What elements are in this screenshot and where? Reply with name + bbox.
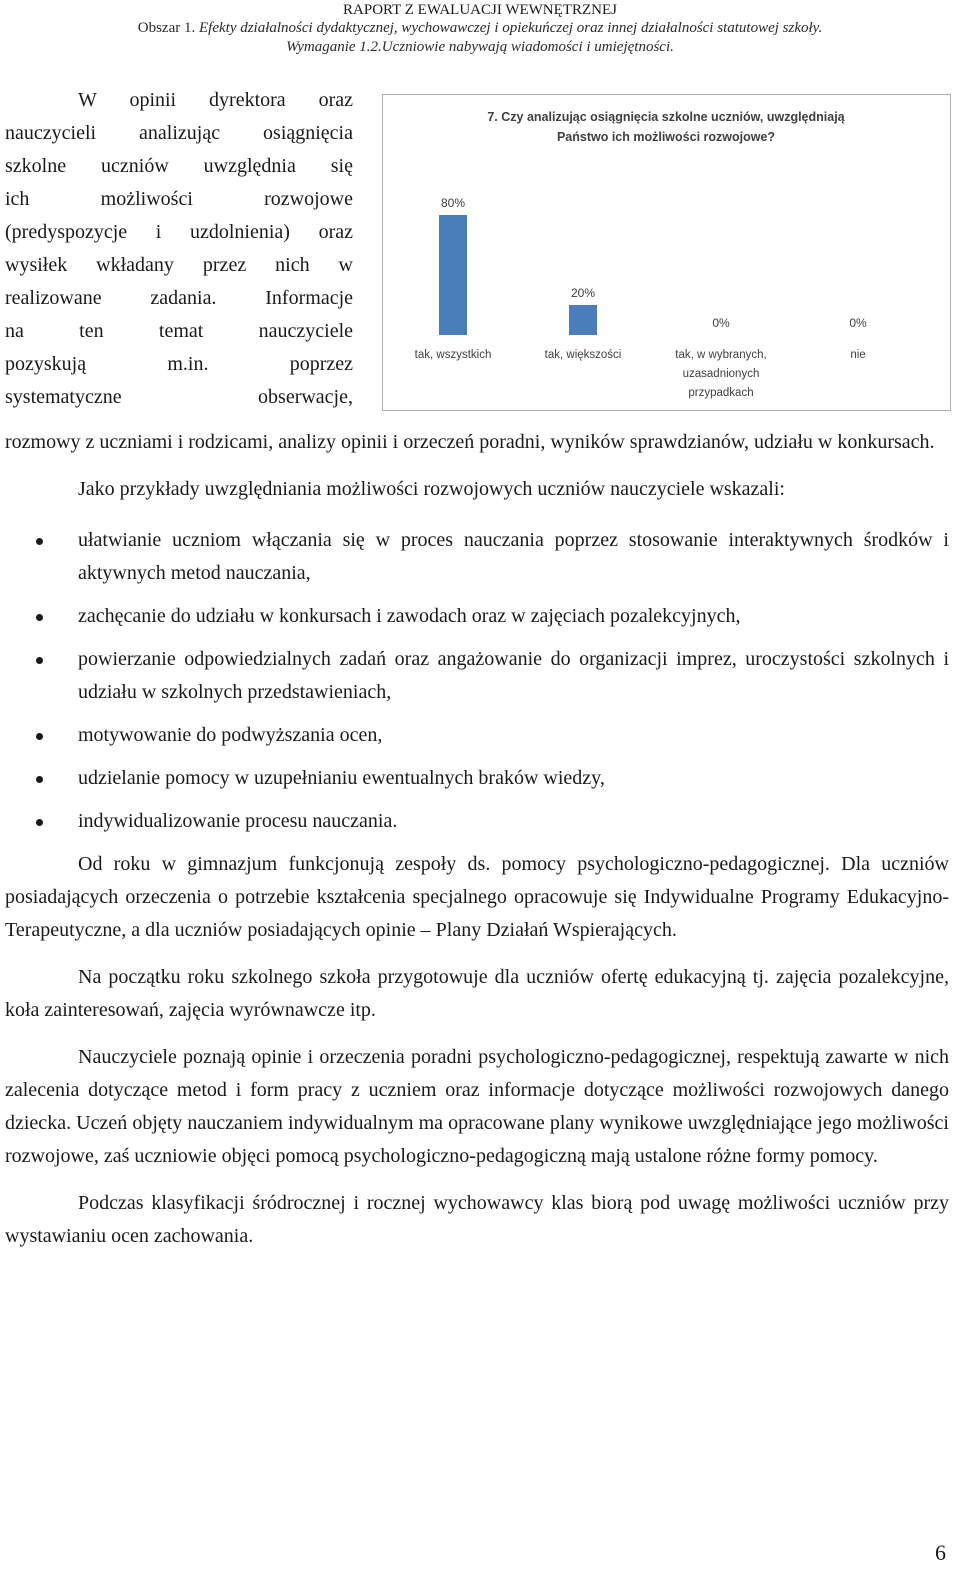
intro-line: pozyskują m.in. poprzez	[5, 353, 353, 375]
paragraph: Na początku roku szkolnego szkoła przygotowuje dla uczniów ofertę edukacyjną tj. zajęcia pozalekcyjne, koła zainteresowań, zajęcia wyrównawcze itp.	[5, 966, 949, 1021]
area-text: Efekty działalności dydaktycznej, wychowawczej i opiekuńczej oraz innej działalności statutowej szkoły.	[199, 20, 823, 36]
list-item-text: zachęcanie do udziału w konkursach i zawodach oraz w zajęciach pozalekcyjnych,	[78, 605, 741, 627]
intro-line: wysiłek wkładany przez nich w	[5, 254, 353, 276]
list-item-text: powierzanie odpowiedzialnych zadań oraz angażowanie do organizacji imprez, uroczystości szkolnych i udziału w szkolnych przedstawieniach,	[78, 648, 949, 703]
report-area	[0, 19, 960, 38]
examples-list	[5, 524, 949, 838]
paragraph: Podczas klasyfikacji śródrocznej i rocznej wychowawcy klas biorą pod uwagę możliwości uczniów przy wystawianiu ocen zachowania.	[5, 1192, 949, 1247]
chart-category-label: uzasadnionych	[682, 368, 760, 380]
intro-line: na ten temat nauczyciele	[5, 320, 353, 342]
intro-line: systematyczne obserwacje,	[5, 386, 353, 408]
list-item	[5, 600, 949, 633]
bar-chart	[383, 95, 950, 410]
intro-line: realizowane zadania. Informacje	[5, 287, 353, 309]
examples-intro: Jako przykłady uwzględniania możliwości rozwojowych uczniów nauczyciele wskazali:	[78, 478, 785, 500]
intro-line: ich możliwości rozwojowe	[5, 188, 353, 210]
list-item	[5, 719, 949, 752]
list-item	[5, 805, 949, 838]
chart-category-label: tak, w wybranych,	[675, 349, 767, 361]
area-prefix: Obszar 1.	[137, 20, 196, 36]
paragraph: Od roku w gimnazjum funkcjonują zespoły ds. pomocy psychologiczno-pedagogicznej. Dla uczniów posiadających orzeczenia o potrzebie kształcenia specjalnego opracowuje się Indywidualne Programy Edukacyjno-Terapeutyczne, a dla uczniów posiadających opinie – Plany Działań Wspierających.	[5, 853, 949, 941]
chart-category-label: nie	[850, 349, 866, 361]
chart-category-label: tak, wszystkich	[414, 349, 492, 361]
chart-category-label: przypadkach	[688, 387, 754, 399]
list-item-text: ułatwianie uczniom włączania się w proces nauczania poprzez stosowanie interaktywnych środków i aktywnych metod nauczania,	[78, 529, 949, 584]
chart-bar	[439, 215, 467, 335]
intro-text	[5, 84, 353, 414]
list-item	[5, 524, 949, 590]
document-body	[5, 84, 949, 1253]
chart-title: Państwo ich możliwości rozwojowe?	[556, 130, 776, 144]
bullet-icon	[36, 776, 43, 783]
chart-bar	[569, 305, 597, 335]
chart-title: 7. Czy analizując osiągnięcia szkolne uczniów, uwzględniają	[487, 110, 845, 124]
intro-line: nauczycieli analizując osiągnięcia	[5, 122, 353, 144]
report-requirement: Wymaganie 1.2.Uczniowie nabywają wiadomości i umiejętności.	[286, 39, 674, 55]
bullet-icon	[36, 733, 43, 740]
intro-section	[5, 84, 949, 426]
chart-data-label: 20%	[570, 286, 596, 300]
intro-line: W opinii dyrektora oraz	[78, 89, 353, 111]
list-item-text: motywowanie do podwyższania ocen,	[78, 724, 383, 746]
report-title: RAPORT Z EWALUACJI WEWNĘTRZNEJ	[343, 2, 617, 18]
bullet-icon	[36, 657, 43, 664]
page-number: 6	[935, 1540, 946, 1565]
paragraph: Nauczyciele poznają opinie i orzeczenia poradni psychologiczno-pedagogicznej, respektują zawarte w nich zalecenia dotyczące metod i form pracy z uczniem oraz informacje dotyczące możliwości rozwojowych danego dziecka. Uczeń objęty nauczaniem indywidualnym ma opracowane plany wynikowe uwzględniające jego możliwości rozwojowe, zaś uczniowie objęci pomocą psychologiczno-pedagogiczną mają ustalone różne formy pomocy.	[5, 1046, 949, 1167]
chart-category-label: tak, większości	[544, 349, 622, 361]
chart-data-label: 0%	[712, 316, 730, 330]
intro-line: szkolne uczniów uwzględnia się	[5, 155, 353, 177]
bullet-icon	[36, 819, 43, 826]
list-item	[5, 762, 949, 795]
intro-rest: rozmowy z uczniami i rodzicami, analizy opinii i orzeczeń poradni, wyników sprawdzianów, udziału w konkursach.	[5, 431, 935, 453]
list-item-text: indywidualizowanie procesu nauczania.	[78, 810, 398, 832]
intro-line: (predyspozycje i uzdolnienia) oraz	[5, 221, 353, 243]
list-item	[5, 643, 949, 709]
bullet-icon	[36, 614, 43, 621]
bullet-icon	[36, 538, 43, 545]
list-item-text: udzielanie pomocy w uzupełnianiu ewentualnych braków wiedzy,	[78, 767, 605, 789]
report-header	[0, 2, 960, 57]
chart-data-label: 0%	[849, 316, 867, 330]
chart-data-label: 80%	[440, 196, 466, 210]
chart-container	[382, 94, 951, 411]
